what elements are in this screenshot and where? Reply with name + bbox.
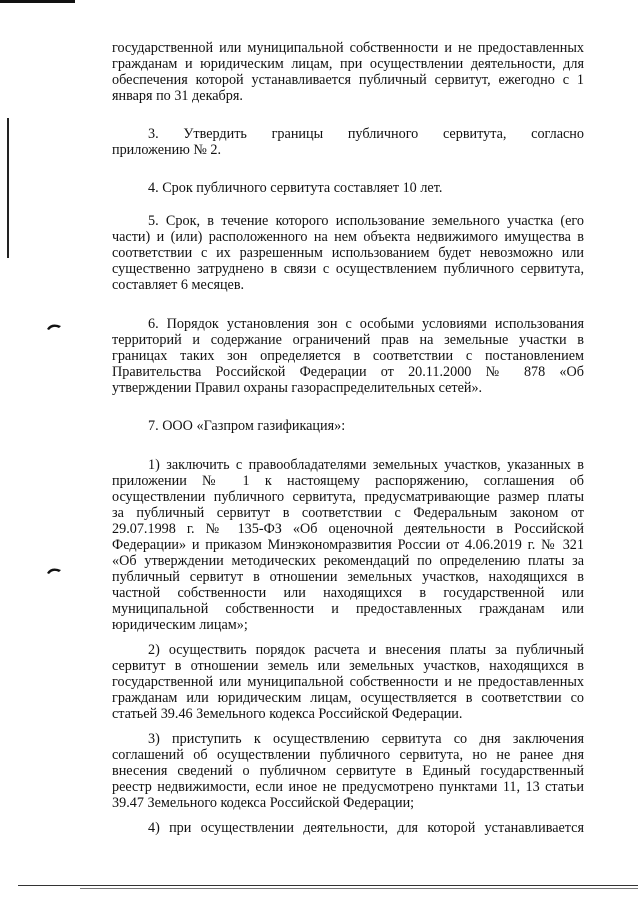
text-line: частной собственности или находящихся в государственной или (112, 585, 584, 601)
text-line: 6. Порядок установления зон с особыми условиями использования (148, 316, 584, 332)
text-line: 7. ООО «Газпром газификация»: (148, 418, 346, 434)
hole-punch-mark-icon (46, 322, 62, 330)
text-line: 39.47 Земельного кодекса Российской Федерации; (112, 795, 415, 811)
text-line: приложению № 2. (112, 142, 222, 158)
text-line: 1) заключить с правообладателями земельных участков, указанных в (148, 457, 584, 473)
text-line: государственной или муниципальной собственности и не предоставленных (112, 40, 584, 56)
text-line: публичный сервитут в отношении земельных участков, находящихся в (112, 569, 584, 585)
text-line: 2) осуществить порядок расчета и внесения платы за публичный (148, 642, 584, 658)
text-line: за публичный сервитут в соответствии с Федеральным законом от (112, 505, 584, 521)
text-line: составляет 6 месяцев. (112, 277, 245, 293)
scan-artifact-left (7, 118, 9, 258)
text-line: сервитут в отношении земель или земельных участков, находящихся в (112, 658, 584, 674)
text-line: государственной или муниципальной собственности и не предоставленных (112, 674, 584, 690)
scan-artifact-bottom-2 (80, 888, 638, 889)
text-line: Правительства Российской Федерации от 20.11.2000 № 878 «Об (112, 364, 584, 380)
text-line: внесения сведений о публичном сервитуте в Единый государственный (112, 763, 584, 779)
hole-punch-mark-icon (46, 566, 62, 574)
text-line: 4. Срок публичного сервитута составляет 10 лет. (148, 180, 443, 196)
text-line: 5. Срок, в течение которого использование земельного участка (его (148, 213, 584, 229)
text-line: января по 31 декабря. (112, 88, 243, 104)
text-line: гражданам или юридическим лицам, осуществляется в соответствии со (112, 690, 584, 706)
text-line: границах таких зон определяется в соответствии с постановлением (112, 348, 584, 364)
text-line: муниципальной собственности и предоставленных гражданам или (112, 601, 584, 617)
text-line: Федерации» и приказом Минэкономразвития России от 4.06.2019 г. № 321 (112, 537, 584, 553)
text-line: 29.07.1998 г. № 135-ФЗ «Об оценочной деятельности в Российской (112, 521, 584, 537)
scan-artifact-bottom (18, 885, 638, 886)
text-line: осуществлении публичного сервитута, предусматривающие размер платы (112, 489, 584, 505)
text-line: 3. Утвердить границы публичного сервитута, согласно (148, 126, 584, 142)
text-line: «Об утверждении методических рекомендаций по определению платы за (112, 553, 584, 569)
text-line: существенно затруднено в связи с осуществлением публичного сервитута, (112, 261, 584, 277)
text-line: обеспечения которой устанавливается публичный сервитут, ежегодно с 1 (112, 72, 584, 88)
text-line: соответствии с их разрешенным использованием будет невозможно или (112, 245, 584, 261)
text-line: части) и (или) расположенного на нем объекта недвижимого имущества в (112, 229, 584, 245)
text-line: гражданам и юридическим лицам, при осуществлении деятельности, для (112, 56, 584, 72)
text-line: утверждении Правил охраны газораспределительных сетей». (112, 380, 483, 396)
text-line: приложении № 1 к настоящему распоряжению, соглашения об (112, 473, 584, 489)
scan-artifact-top (0, 0, 75, 3)
text-line: 3) приступить к осуществлению сервитута со дня заключения (148, 731, 584, 747)
text-line: соглашений об осуществлении публичного сервитута, но не ранее дня (112, 747, 584, 763)
text-line: реестр недвижимости, если иное не предусмотрено пунктами 11, 13 статьи (112, 779, 584, 795)
text-line: 4) при осуществлении деятельности, для которой устанавливается (148, 820, 584, 836)
text-line: территорий и содержание ограничений прав на земельные участки в (112, 332, 584, 348)
text-line: юридическим лицам»; (112, 617, 248, 633)
text-line: статьей 39.46 Земельного кодекса Российской Федерации. (112, 706, 463, 722)
